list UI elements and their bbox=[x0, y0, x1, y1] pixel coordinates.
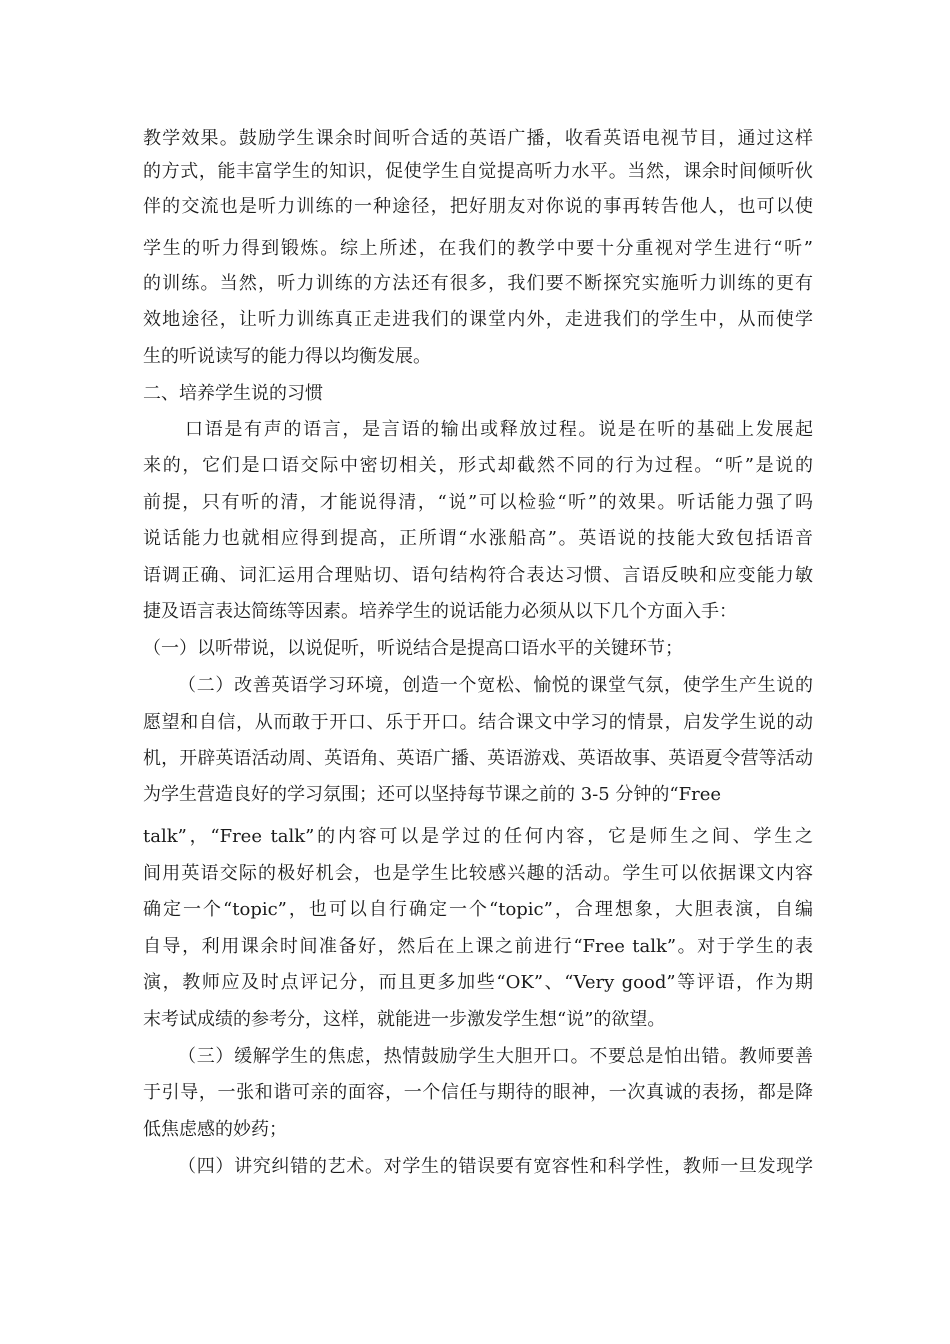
text-line: 前提，只有听的清，才能说得清，“说”可以检验“听”的效果。听话能力强了吗 bbox=[143, 492, 813, 513]
text-line: 说话能力也就相应得到提高，正所谓“水涨船高”。英语说的技能大致包括语音 bbox=[143, 528, 813, 549]
text-line: 口语是有声的语言，是言语的输出或释放过程。说是在听的基础上发展起 bbox=[185, 419, 813, 440]
text-line: talk”，“Free talk”的内容可以是学过的任何内容，它是师生之间、学生之 bbox=[143, 826, 813, 847]
list-item: （二）改善英语学习环境，创造一个宽松、愉悦的课堂气氛，使学生产生说的 bbox=[178, 675, 813, 696]
text-line: 的训练。当然，听力训练的方法还有很多，我们要不断探究实施听力训练的更有 bbox=[143, 273, 813, 294]
text-line: 演，教师应及时点评记分，而且更多加些“OK”、“Very good”等评语，作为期 bbox=[143, 972, 813, 993]
text-line: 来的，它们是口语交际中密切相关，形式却截然不同的行为过程。“听”是说的 bbox=[143, 455, 813, 476]
text-line: 的方式，能丰富学生的知识，促使学生自觉提高听力水平。当然，课余时间倾听伙 bbox=[143, 161, 813, 182]
text-line: 末考试成绩的参考分，这样，就能进一步激发学生想“说”的欲望。 bbox=[143, 1009, 666, 1030]
text-line: 语调正确、词汇运用合理贴切、语句结构符合表达习惯、言语反映和应变能力敏 bbox=[143, 565, 813, 586]
text-line: 低焦虑感的妙药； bbox=[143, 1119, 287, 1140]
text-line: 愿望和自信，从而敢于开口、乐于开口。结合课文中学习的情景，启发学生说的动 bbox=[143, 712, 813, 733]
text-line: 为学生营造良好的学习氛围；还可以坚持每节课之前的 3-5 分钟的“Free bbox=[143, 784, 722, 805]
text-line: 自导，利用课余时间准备好，然后在上课之前进行“Free talk”。对于学生的表 bbox=[143, 936, 813, 957]
text-line: 捷及语言表达简练等因素。培养学生的说话能力必须从以下几个方面入手： bbox=[143, 601, 737, 622]
list-item: （四）讲究纠错的艺术。对学生的错误要有宽容性和科学性，教师一旦发现学 bbox=[178, 1156, 813, 1177]
text-line: 确定一个“topic”，也可以自行确定一个“topic”，合理想象，大胆表演，自编 bbox=[143, 899, 813, 920]
text-line: 学生的听力得到锻炼。综上所述，在我们的教学中要十分重视对学生进行“听” bbox=[143, 238, 813, 259]
text-line: 教学效果。鼓励学生课余时间听合适的英语广播，收看英语电视节目，通过这样 bbox=[143, 128, 813, 149]
list-item: （三）缓解学生的焦虑，热情鼓励学生大胆开口。不要总是怕出错。教师要善 bbox=[178, 1046, 813, 1067]
text-line: 生的听说读写的能力得以均衡发展。 bbox=[143, 346, 431, 367]
section-heading: 二、培养学生说的习惯 bbox=[143, 383, 323, 404]
text-line: 机，开辟英语活动周、英语角、英语广播、英语游戏、英语故事、英语夏令营等活动 bbox=[143, 748, 813, 769]
text-line: 间用英语交际的极好机会，也是学生比较感兴趣的活动。学生可以依据课文内容 bbox=[143, 863, 813, 884]
list-item: （一）以听带说，以说促听，听说结合是提高口语水平的关键环节； bbox=[143, 638, 683, 659]
text-line: 于引导，一张和谐可亲的面容，一个信任与期待的眼神，一次真诚的表扬，都是降 bbox=[143, 1082, 813, 1103]
text-line: 效地途径，让听力训练真正走进我们的课堂内外，走进我们的学生中，从而使学 bbox=[143, 309, 813, 330]
text-line: 伴的交流也是听力训练的一种途径，把好朋友对你说的事再转告他人，也可以使 bbox=[143, 196, 813, 217]
